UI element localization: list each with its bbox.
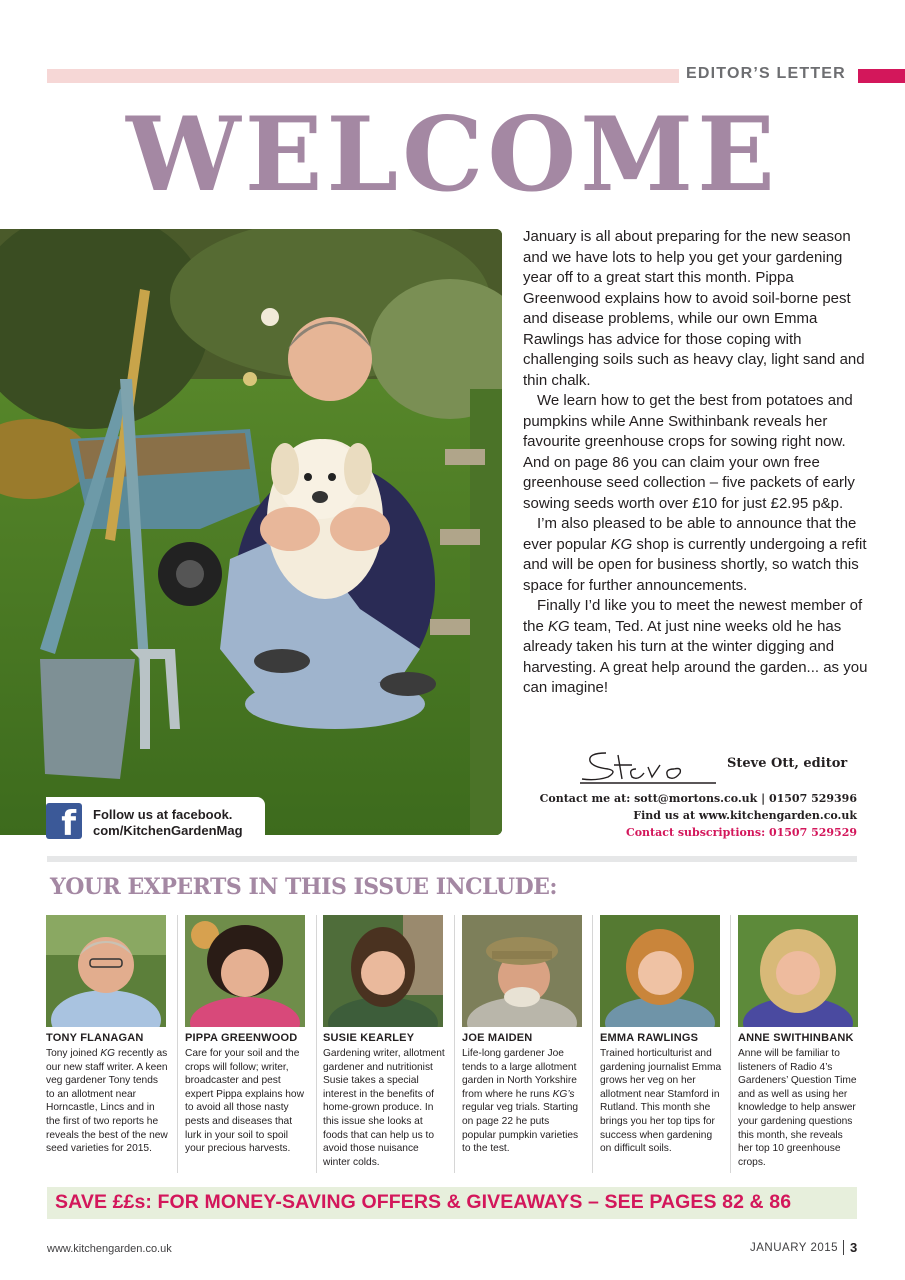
letter-paragraph: I’m also pleased to be able to announce that the ever popular KG shop is currently undergoing a refit and will be open for business shortly, so watch this space for further announcements. (523, 515, 867, 594)
experts-row (46, 915, 858, 1177)
expert-photo (185, 915, 305, 1027)
expert-card: PIPPA GREENWOOD Care for your soil and the crops will follow; writer, broadcaster and pest expert Pippa explains how to avoid all those nasty pests and diseases that lurk in your soil to spoil your precious harvests. (185, 915, 307, 1177)
page-number: 3 (850, 1240, 858, 1255)
expert-photo (600, 915, 720, 1027)
letter-paragraph: January is all about preparing for the new season and we have lots to help you get your gardening year off to a great start this month. Pippa Greenwood explains how to avoid soil-borne pest and disease problems, while our own Emma Rawlings has advice for those coping with challenging soils such as heavy clay, light sand and thin chalk. (523, 228, 865, 389)
footer-url[interactable]: www.kitchengarden.co.uk (47, 1243, 172, 1255)
expert-card: JOE MAIDEN Life-long gardener Joe tends to a large allotment garden in North Yorkshire from where he runs KG’s regular veg trials. Starting on page 22 he puts popular pumpkin varieties to the test. (462, 915, 584, 1177)
expert-photo (46, 915, 166, 1027)
header-accent (858, 69, 905, 83)
footer-separator (843, 1240, 844, 1255)
expert-photo (738, 915, 858, 1027)
expert-photo (462, 915, 582, 1027)
page-headline: WELCOME (126, 95, 779, 215)
expert-card: TONY FLANAGAN Tony joined KG recently as our new staff writer. A keen veg gardener Tony tends to an allotment near Horncastle, Lincs and in the first of two reports he reveals the best of the new seed varieties for 2015. (46, 915, 168, 1177)
editor-letter (523, 227, 868, 699)
column-divider (454, 915, 455, 1173)
column-divider (592, 915, 593, 1173)
letter-paragraph: Finally I’d like you to meet the newest member of the KG team, Ted. At just nine weeks old he has already taken his turn at the winter digging and harvesting. A great help around the garden... as you can imagine! (523, 597, 868, 696)
section-divider (47, 856, 857, 862)
section-label: EDITOR’S LETTER (686, 65, 846, 82)
letter-paragraph: We learn how to get the best from potatoes and pumpkins while Anne Swithinbank reveals her favourite greenhouse crops for sowing right now. And on page 86 you can claim your own free greenhouse seed collection – five packets of early sowing seeds worth over £10 for just £2.95 p&p. (523, 392, 855, 512)
column-divider (730, 915, 731, 1173)
facebook-text: Follow us at facebook. com/KitchenGardenMag (93, 807, 243, 838)
facebook-promo[interactable] (46, 797, 265, 844)
save-banner (47, 1187, 857, 1219)
expert-card: SUSIE KEARLEY Gardening writer, allotment gardener and nutritionist Susie takes a special interest in the benefits of home-grown produce. In this issue she looks at foods that can help us to avoid those nuisance winter colds. (323, 915, 445, 1177)
column-divider (177, 915, 178, 1173)
footer-date: JANUARY 2015 (750, 1242, 839, 1254)
expert-card: ANNE SWITHINBANK Anne will be familiar to listeners of Radio 4’s Gardeners’ Question Time and as well as using her knowledge to help answer your gardening questions this month, she reveals her top 10 greenhouse crops. (738, 915, 860, 1177)
experts-heading: YOUR EXPERTS IN THIS ISSUE INCLUDE: (50, 874, 558, 900)
column-divider (316, 915, 317, 1173)
contact-email-line[interactable]: Contact me at: sott@mortons.co.uk | 01507 529396 (539, 792, 857, 805)
signoff-name: Steve Ott, editor (727, 756, 848, 771)
signature-image (578, 747, 718, 787)
contact-subscriptions-line: Contact subscriptions: 01507 529529 (625, 826, 857, 839)
facebook-icon: f (46, 803, 82, 839)
expert-card: EMMA RAWLINGS Trained horticulturist and gardening journalist Emma grows her veg on her allotment near Stamford in Rutland. This month she brings you her top tips for success when gardening on difficult soils. (600, 915, 722, 1177)
contact-block (540, 790, 857, 841)
save-banner-text: SAVE ££s: FOR MONEY-SAVING OFFERS & GIVEAWAYS – SEE PAGES 82 & 86 (55, 1191, 792, 1213)
header-band (47, 69, 679, 83)
contact-web-line[interactable]: Find us at www.kitchengarden.co.uk (633, 809, 857, 822)
editor-photo (0, 229, 502, 835)
expert-photo (323, 915, 443, 1027)
